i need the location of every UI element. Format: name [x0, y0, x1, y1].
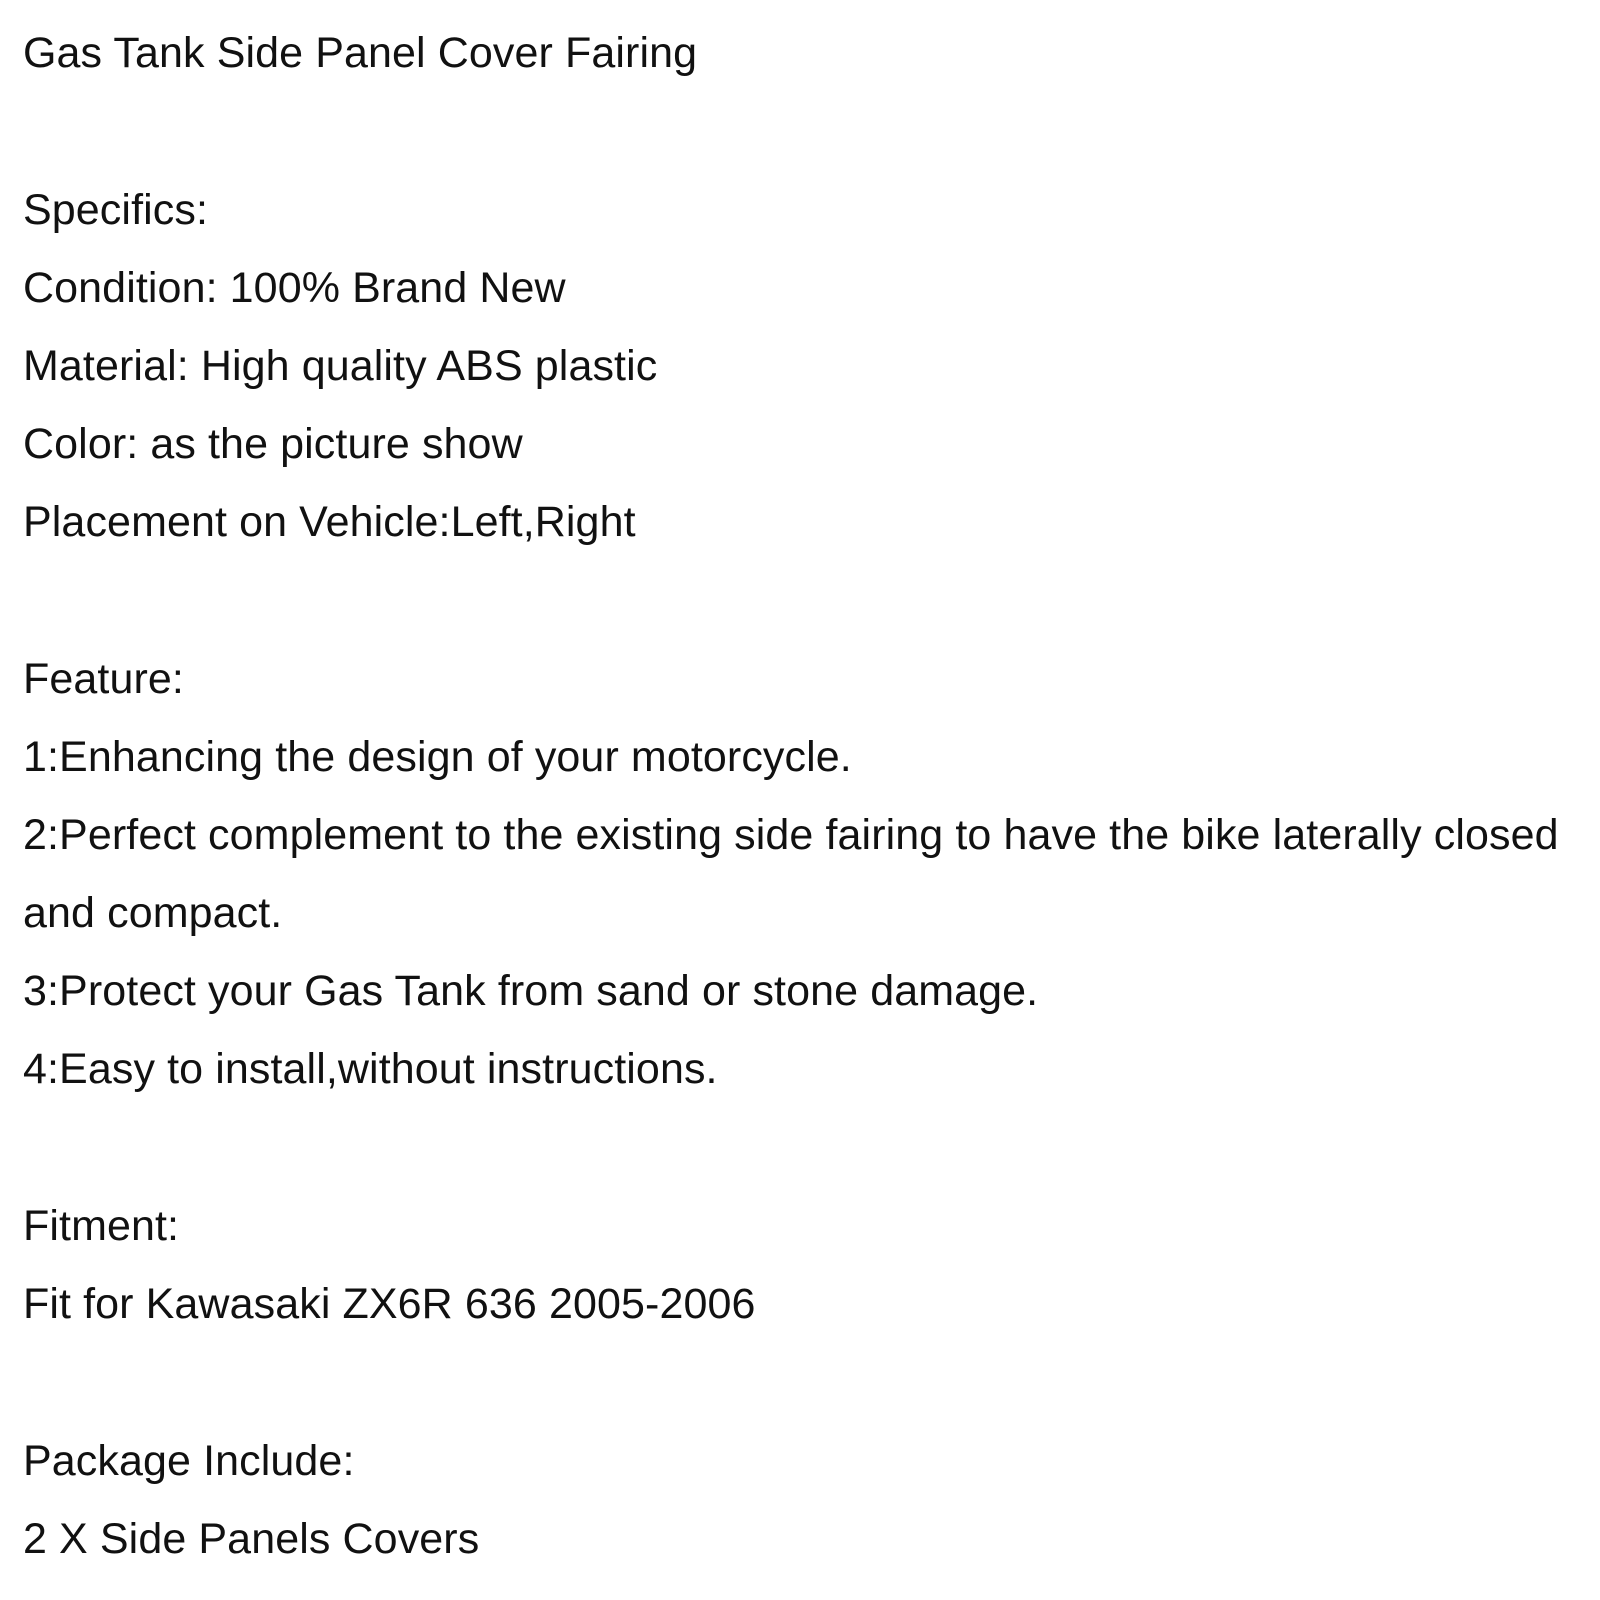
spacer [23, 1108, 1583, 1187]
feature-item-3: 3:Protect your Gas Tank from sand or stone damage. [23, 967, 1039, 1015]
spec-placement: Placement on Vehicle:Left,Right [23, 498, 636, 546]
package-item: 2 X Side Panels Covers [23, 1515, 480, 1563]
spacer [23, 1343, 1583, 1422]
package-heading: Package Include: [23, 1437, 355, 1485]
fitment-item: Fit for Kawasaki ZX6R 636 2005-2006 [23, 1280, 756, 1328]
product-description [23, 14, 1583, 1578]
page-title: Gas Tank Side Panel Cover Fairing [23, 29, 698, 77]
feature-item-1: 1:Enhancing the design of your motorcycle. [23, 733, 852, 781]
spacer [23, 561, 1583, 640]
spacer [23, 92, 1583, 171]
feature-item-4: 4:Easy to install,without instructions. [23, 1045, 718, 1093]
specifics-heading: Specifics: [23, 186, 209, 234]
feature-heading: Feature: [23, 655, 184, 703]
spec-color: Color: as the picture show [23, 420, 523, 468]
fitment-heading: Fitment: [23, 1202, 180, 1250]
spec-condition: Condition: 100% Brand New [23, 264, 566, 312]
feature-item-2: 2:Perfect complement to the existing side fairing to have the bike laterally closed and compact. [23, 811, 1559, 937]
spec-material: Material: High quality ABS plastic [23, 342, 658, 390]
